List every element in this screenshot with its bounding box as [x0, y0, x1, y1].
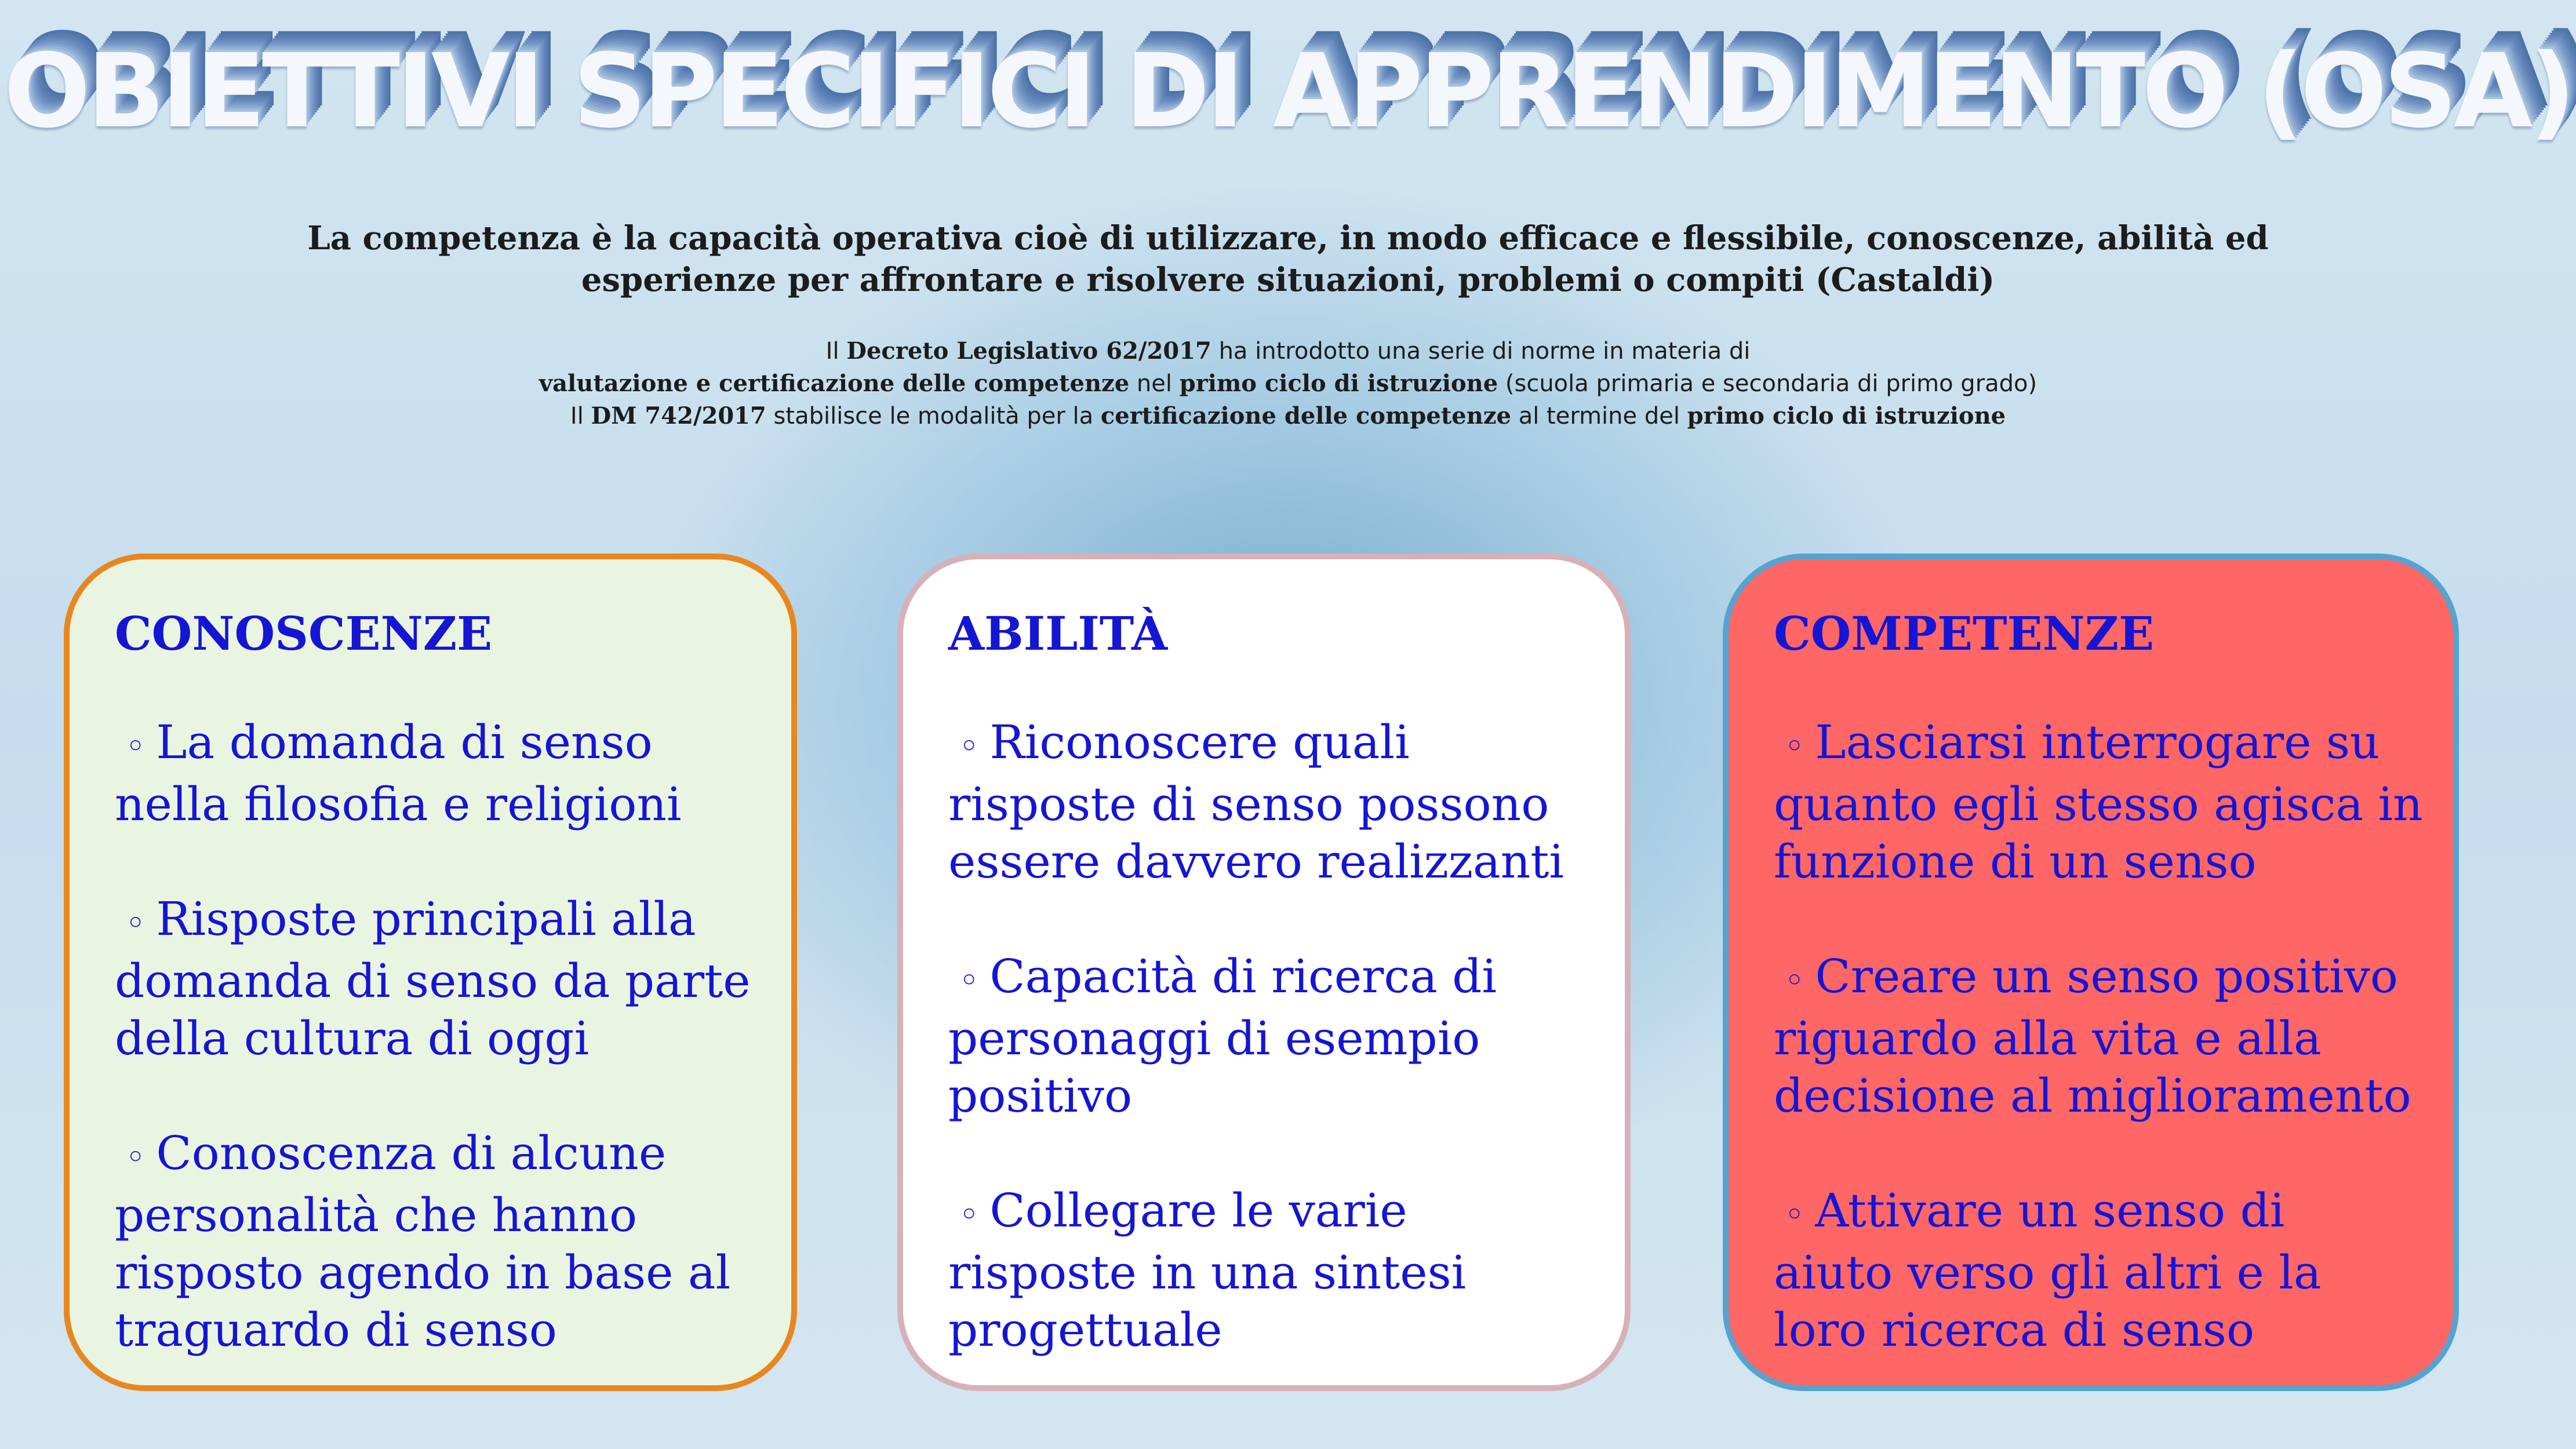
item-line: essere davvero realizzanti [948, 835, 1564, 889]
item-line: risposte in una sintesi [948, 1246, 1467, 1299]
bullet-icon: ◦ [1784, 1195, 1805, 1235]
item-line: Riconoscere quali [989, 715, 1410, 769]
card-list [948, 713, 1625, 1359]
list-item [948, 713, 1625, 890]
text-run: (scuola primaria e secondaria di primo grado) [1498, 370, 2037, 397]
item-line: Risposte principali alla [156, 892, 696, 946]
text-run: stabilisce le modalità per la [766, 403, 1101, 429]
list-item [948, 1182, 1625, 1359]
item-line: funzione di un senso [1774, 835, 2257, 889]
item-line: traguardo di senso [115, 1303, 557, 1357]
card-title: CONOSCENZE [115, 606, 493, 661]
bullet-icon: ◦ [125, 1137, 146, 1178]
item-line: nella filosofia e religioni [115, 777, 682, 831]
bullet-icon: ◦ [1784, 726, 1805, 767]
list-item [1774, 1182, 2453, 1359]
emphasis-run: valutazione e certificazione delle competenze [539, 370, 1130, 397]
list-item [1774, 713, 2453, 890]
text-run: nel [1129, 370, 1180, 397]
bullet-icon: ◦ [1784, 960, 1805, 1001]
emphasis-run: certificazione delle competenze [1100, 402, 1511, 429]
definition-line-2: esperienze per affrontare e risolvere situazioni, problemi o compiti (Castaldi) [581, 261, 1995, 299]
list-item [1774, 948, 2453, 1124]
item-line: personalità che hanno [115, 1188, 638, 1242]
bullet-icon: ◦ [959, 1195, 980, 1235]
item-line: personaggi di esempio [948, 1011, 1480, 1065]
item-line: decisione al miglioramento [1774, 1069, 2411, 1123]
item-line: Capacità di ricerca di [989, 949, 1497, 1003]
decree-reference: Decreto Legislativo 62/2017 [846, 337, 1211, 365]
bullet-icon: ◦ [125, 903, 146, 944]
item-line: quanto egli stesso agisca in [1774, 777, 2423, 831]
card-competenze [1723, 554, 2459, 1391]
item-line: della cultura di oggi [115, 1011, 590, 1065]
legislation-line-3 [232, 400, 2344, 432]
item-line: domanda di senso da parte [115, 954, 751, 1008]
card-list [115, 713, 791, 1359]
item-line: risposto agendo in base al [115, 1246, 731, 1299]
text-run: ha introdotto una serie di norme in materia di [1211, 338, 1751, 365]
text-run: al termine del [1511, 403, 1687, 429]
competence-definition [232, 217, 2344, 301]
item-line: Attivare un senso di [1815, 1184, 2285, 1237]
list-item [115, 713, 791, 833]
legislation-line-1 [232, 335, 2344, 367]
list-item [115, 1124, 791, 1359]
item-line: Collegare le varie [989, 1184, 1407, 1237]
item-line: Creare un senso positivo [1815, 949, 2399, 1003]
item-line: Lasciarsi interrogare su [1815, 715, 2380, 769]
list-item [948, 948, 1625, 1124]
list-item [115, 890, 791, 1067]
bullet-icon: ◦ [959, 726, 980, 767]
item-line: progettuale [948, 1303, 1222, 1357]
dm-reference: DM 742/2017 [591, 402, 766, 429]
card-conoscenze [64, 554, 797, 1391]
card-abilita [897, 554, 1631, 1391]
bullet-icon: ◦ [125, 726, 146, 767]
text-run: Il [825, 338, 847, 365]
legislation-line-2 [232, 367, 2344, 400]
item-line: risposte di senso possono [948, 777, 1549, 831]
card-title: COMPETENZE [1774, 606, 2155, 661]
item-line: La domanda di senso [156, 715, 653, 769]
card-list [1774, 713, 2453, 1359]
bullet-icon: ◦ [959, 960, 980, 1001]
card-title: ABILITÀ [948, 606, 1168, 661]
emphasis-run: primo ciclo di istruzione [1687, 402, 2006, 429]
item-line: Conoscenza di alcune [156, 1126, 667, 1180]
page-title: OBIETTIVI SPECIFICI DI APPRENDIMENTO (OSA) [3, 32, 2573, 151]
emphasis-run: primo ciclo di istruzione [1179, 370, 1498, 397]
item-line: aiuto verso gli altri e la [1774, 1246, 2322, 1299]
definition-line-1: La competenza è la capacità operativa cioè di utilizzare, in modo efficace e flessibile, conoscenze, abilità ed [307, 219, 2269, 257]
item-line: loro ricerca di senso [1774, 1303, 2255, 1357]
legislation-note [232, 335, 2344, 432]
item-line: positivo [948, 1069, 1133, 1123]
text-run: Il [570, 403, 591, 429]
item-line: riguardo alla vita e alla [1774, 1011, 2322, 1065]
